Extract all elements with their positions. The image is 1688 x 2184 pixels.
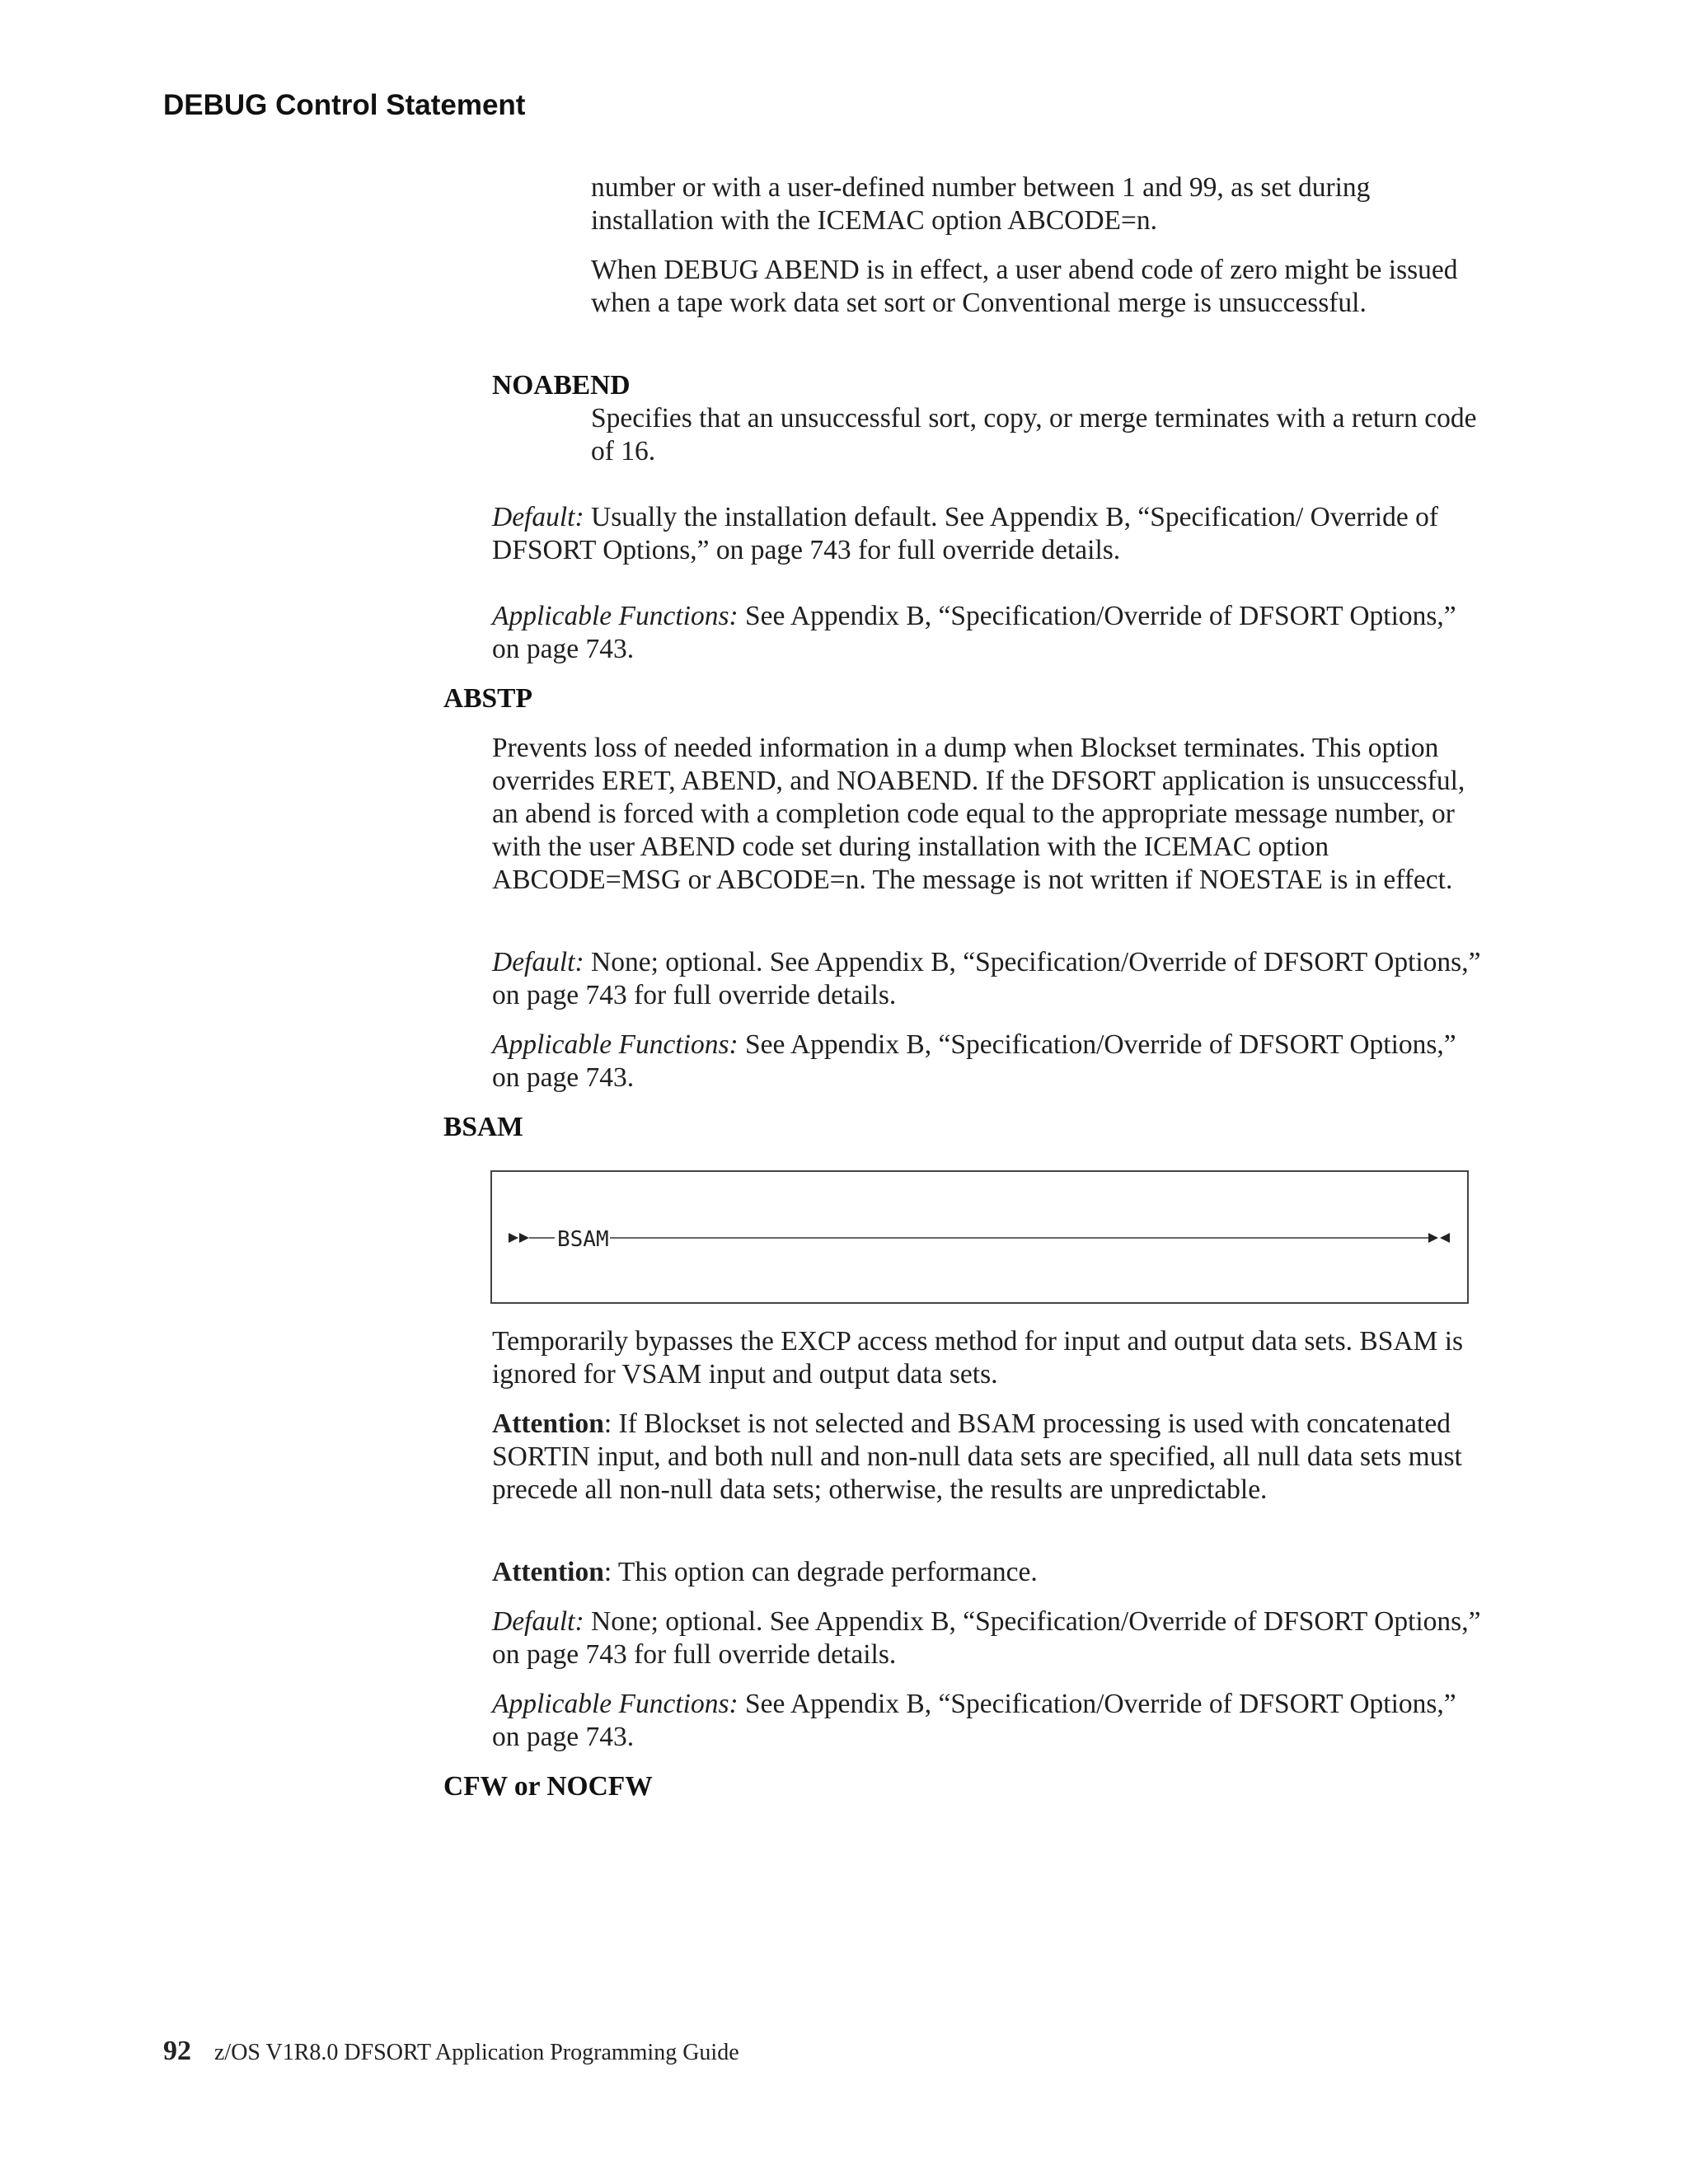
attention-text: : This option can degrade performance.: [603, 1557, 1038, 1587]
bsam-attention-note: [492, 1408, 1481, 1507]
start-arrow-icon: [519, 1233, 529, 1243]
debug-functions-note: [492, 600, 1481, 666]
syntax-keyword: BSAM: [557, 1227, 609, 1252]
default-label: Default:: [492, 947, 584, 977]
default-label: Default:: [492, 1606, 584, 1637]
page-number: 92: [163, 2036, 191, 2066]
default-label: Default:: [492, 502, 584, 532]
functions-label: Applicable Functions:: [492, 601, 738, 631]
attention-label: Attention: [492, 1557, 604, 1587]
default-text: None; optional. See Appendix B, “Specification/Override of DFSORT Options,” on page 743 for full override details.: [492, 947, 1481, 1010]
functions-text: See Appendix B, “Specification/Override of DFSORT Options,” on page 743.: [492, 601, 1456, 664]
bsam-functions-note: [492, 1688, 1481, 1754]
default-text: Usually the installation default. See Appendix B, “Specification/ Override of DFSORT Options,” on page 743 for full override details.: [492, 502, 1439, 565]
abstp-description: Prevents loss of needed information in a dump when Blockset terminates. This option overrides ERET, ABEND, and NOABEND. If the DFSORT application is unsuccessful, an abend is forced with a completion code equal to the appropriate message number, or with the user ABEND code set during installation with the ICEMAC option ABCODE=MSG or ABCODE=n. The message is not written if NOESTAE is in effect.: [492, 733, 1465, 895]
functions-label: Applicable Functions:: [492, 1689, 738, 1719]
debug-default-note: [492, 501, 1481, 567]
attention-text: : If Blockset is not selected and BSAM processing is used with concatenated SORTIN input, and both null and non-null data sets are specified, all null data sets must precede all non-null data sets; otherwise, the results are unpredictable.: [492, 1408, 1462, 1505]
bsam-term: BSAM: [443, 1112, 523, 1142]
page-footer: [163, 2036, 739, 2067]
noabend-description: Specifies that an unsuccessful sort, copy, or merge terminates with a return code of 16.: [591, 403, 1477, 466]
attention-label: Attention: [492, 1408, 604, 1439]
functions-label: Applicable Functions:: [492, 1029, 738, 1060]
abend-continuation-paragraph: number or with a user-defined number between 1 and 99, as set during installation with the ICEMAC option ABCODE=n.: [591, 172, 1371, 236]
bsam-description: Temporarily bypasses the EXCP access method for input and output data sets. BSAM is ignored for VSAM input and output data sets.: [492, 1326, 1464, 1390]
bsam-default-note: [492, 1605, 1481, 1671]
syntax-diagram-svg: [492, 1172, 1470, 1305]
bsam-attention-performance: [492, 1556, 1481, 1589]
debug-abend-zero-paragraph: When DEBUG ABEND is in effect, a user abend code of zero might be issued when a tape work data set sort or Conventional merge is unsuccessful.: [591, 255, 1458, 318]
cfw-nocfw-term: CFW or NOCFW: [443, 1771, 653, 1802]
noabend-term: NOABEND: [492, 370, 631, 401]
abstp-functions-note: [492, 1029, 1481, 1094]
default-text: None; optional. See Appendix B, “Specification/Override of DFSORT Options,” on page 743 for full override details.: [492, 1606, 1481, 1670]
start-arrow-icon: [509, 1233, 518, 1243]
bsam-syntax-diagram: [490, 1170, 1469, 1304]
book-title: z/OS V1R8.0 DFSORT Application Programming Guide: [214, 2040, 739, 2065]
functions-text: See Appendix B, “Specification/Override of DFSORT Options,” on page 743.: [492, 1029, 1456, 1093]
end-arrow-icon: [1440, 1233, 1450, 1243]
functions-text: See Appendix B, “Specification/Override of DFSORT Options,” on page 743.: [492, 1689, 1456, 1752]
running-head-title: DEBUG Control Statement: [163, 89, 526, 121]
end-arrow-icon: [1428, 1233, 1438, 1243]
abstp-default-note: [492, 946, 1481, 1012]
abstp-term: ABSTP: [443, 683, 532, 714]
